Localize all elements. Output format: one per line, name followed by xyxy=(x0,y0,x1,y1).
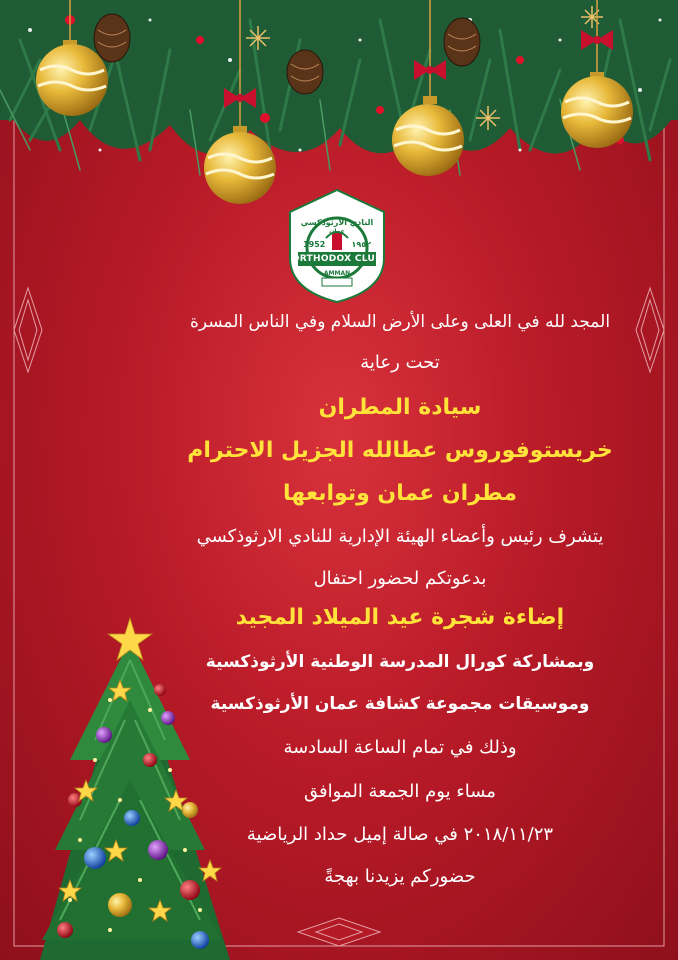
logo-year-latin: 1952 xyxy=(303,240,326,249)
invite-line: بدعوتكم لحضور احتفال xyxy=(313,568,487,589)
event-name: إضاءة شجرة عيد الميلاد المجيد xyxy=(235,605,565,630)
music-line: وموسيقات مجموعة كشافة عمان الأرثوذكسية xyxy=(210,694,590,714)
logo-latin-city: AMMAN xyxy=(323,270,351,277)
time-line: وذلك في تمام الساعة السادسة xyxy=(283,737,517,758)
host-line: يتشرف رئيس وأعضاء الهيئة الإدارية للنادي الارثوذكسي xyxy=(196,526,604,547)
patronage-label: تحت رعاية xyxy=(360,352,440,373)
patron-position: مطران عمان وتوابعها xyxy=(283,481,517,506)
choir-line: وبمشاركة كورال المدرسة الوطنية الأرثوذكسية xyxy=(205,652,595,672)
logo-year-arabic: ١٩٥٢ xyxy=(351,240,371,249)
date-venue-line: ٢٠١٨/١١/٢٣ في صالة إميل حداد الرياضية xyxy=(246,824,554,845)
logo-latin-name: ORTHODOX CLUB xyxy=(291,254,383,264)
day-line: مساء يوم الجمعة الموافق xyxy=(304,781,496,802)
opening-verse: المجد لله في العلى وعلى الأرض السلام وفي الناس المسرة xyxy=(189,312,611,332)
logo-arabic-city: عمان xyxy=(329,228,345,235)
club-logo xyxy=(287,190,387,300)
logo-arabic-name: النادي الأرثوذكسي xyxy=(300,218,374,227)
closing-line: حضوركم يزيدنا بهجةً xyxy=(324,866,476,887)
patron-name: خريستوفوروس عطالله الجزيل الاحترام xyxy=(187,438,613,463)
patron-title: سيادة المطران xyxy=(318,395,482,420)
